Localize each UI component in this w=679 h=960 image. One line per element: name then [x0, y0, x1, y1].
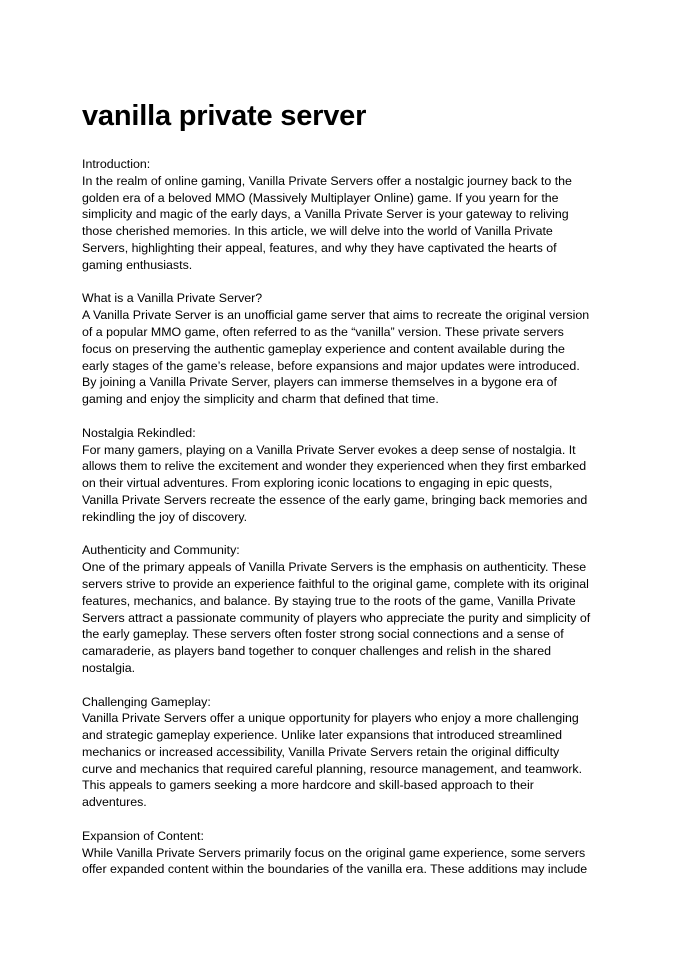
section-paragraph — [82, 559, 598, 677]
paragraph-line: Servers attract a passionate community of players who appreciate the purity and simplicity of — [82, 610, 591, 625]
paragraph-line: While Vanilla Private Servers primarily focus on the original game experience, some servers — [82, 845, 586, 860]
section-paragraph — [82, 173, 598, 274]
paragraph-line: curve and mechanics that required careful planning, resource management, and teamwork. — [82, 761, 583, 776]
paragraph-line: early stages of the game’s release, before expansions and major updates were introduced. — [82, 358, 580, 373]
paragraph-line: features, mechanics, and balance. By staying true to the roots of the game, Vanilla Private — [82, 593, 576, 608]
paragraph-line: camaraderie, as players band together to conquer challenges and relish in the shared — [82, 644, 552, 659]
paragraph-line: mechanics or increased accessibility, Vanilla Private Servers retain the original difficulty — [82, 744, 560, 759]
section-heading: Nostalgia Rekindled: — [82, 425, 196, 440]
section-heading: What is a Vanilla Private Server? — [82, 291, 263, 306]
section-paragraph — [82, 307, 598, 408]
paragraph-line: This appeals to gamers seeking a more hardcore and skill-based approach to their — [82, 778, 534, 793]
section-heading: Challenging Gameplay: — [82, 694, 211, 709]
paragraph-line: focus on preserving the authentic gameplay experience and content available during the — [82, 341, 565, 356]
paragraph-line: gaming enthusiasts. — [82, 257, 193, 272]
paragraph-line: Vanilla Private Servers offer a unique opportunity for players who enjoy a more challenging — [82, 711, 579, 726]
section-introduction — [82, 156, 598, 274]
paragraph-line: A Vanilla Private Server is an unofficial game server that aims to recreate the original version — [82, 308, 590, 323]
section-paragraph — [82, 710, 598, 811]
paragraph-line: rekindling the joy of discovery. — [82, 509, 248, 524]
paragraph-line: By joining a Vanilla Private Server, players can immerse themselves in a bygone era of — [82, 375, 557, 390]
paragraph-line: gaming and enjoy the simplicity and charm that defined that time. — [82, 392, 439, 407]
paragraph-line: allows them to relive the excitement and wonder they experienced when they first embarked — [82, 459, 587, 474]
section-heading: Introduction: — [82, 157, 151, 171]
paragraph-line: One of the primary appeals of Vanilla Private Servers is the emphasis on authenticity. These — [82, 560, 587, 575]
section-authenticity — [82, 542, 598, 676]
section-paragraph — [82, 442, 598, 526]
document-title: vanilla private server — [82, 100, 367, 132]
paragraph-line: offer expanded content within the boundaries of the vanilla era. These additions may include — [82, 862, 588, 877]
paragraph-line: adventures. — [82, 795, 147, 810]
paragraph-line: servers strive to provide an experience faithful to the original game, complete with its original — [82, 576, 589, 591]
paragraph-line: simplicity and magic of the early days, a Vanilla Private Server is your gateway to reliving — [82, 207, 569, 222]
paragraph-line: those cherished memories. In this article, we will delve into the world of Vanilla Private — [82, 224, 553, 239]
paragraph-line: For many gamers, playing on a Vanilla Private Server evokes a deep sense of nostalgia. It — [82, 442, 576, 457]
paragraph-line: on their virtual adventures. From exploring iconic locations to engaging in epic quests, — [82, 476, 553, 491]
paragraph-line: Servers, highlighting their appeal, features, and why they have captivated the hearts of — [82, 240, 557, 255]
section-heading: Authenticity and Community: — [82, 543, 240, 558]
section-what-is — [82, 290, 598, 408]
section-nostalgia — [82, 425, 598, 526]
paragraph-line: In the realm of online gaming, Vanilla Private Servers offer a nostalgic journey back to the — [82, 173, 572, 188]
paragraph-line: Vanilla Private Servers recreate the essence of the early game, bringing back memories and — [82, 492, 588, 507]
section-challenging-gameplay — [82, 694, 598, 812]
section-heading: Expansion of Content: — [82, 828, 204, 843]
paragraph-line: of a popular MMO game, often referred to as the “vanilla” version. These private servers — [82, 324, 564, 339]
section-expansion-of-content — [82, 828, 598, 878]
paragraph-line: and strategic gameplay experience. Unlike later expansions that introduced streamlined — [82, 728, 563, 743]
section-paragraph — [82, 845, 598, 879]
paragraph-line: the early gameplay. These servers often foster strong social connections and a sense of — [82, 627, 564, 642]
paragraph-line: nostalgia. — [82, 660, 136, 675]
document-body — [82, 156, 598, 895]
paragraph-line: golden era of a beloved MMO (Massively Multiplayer Online) game. If you yearn for the — [82, 190, 559, 205]
